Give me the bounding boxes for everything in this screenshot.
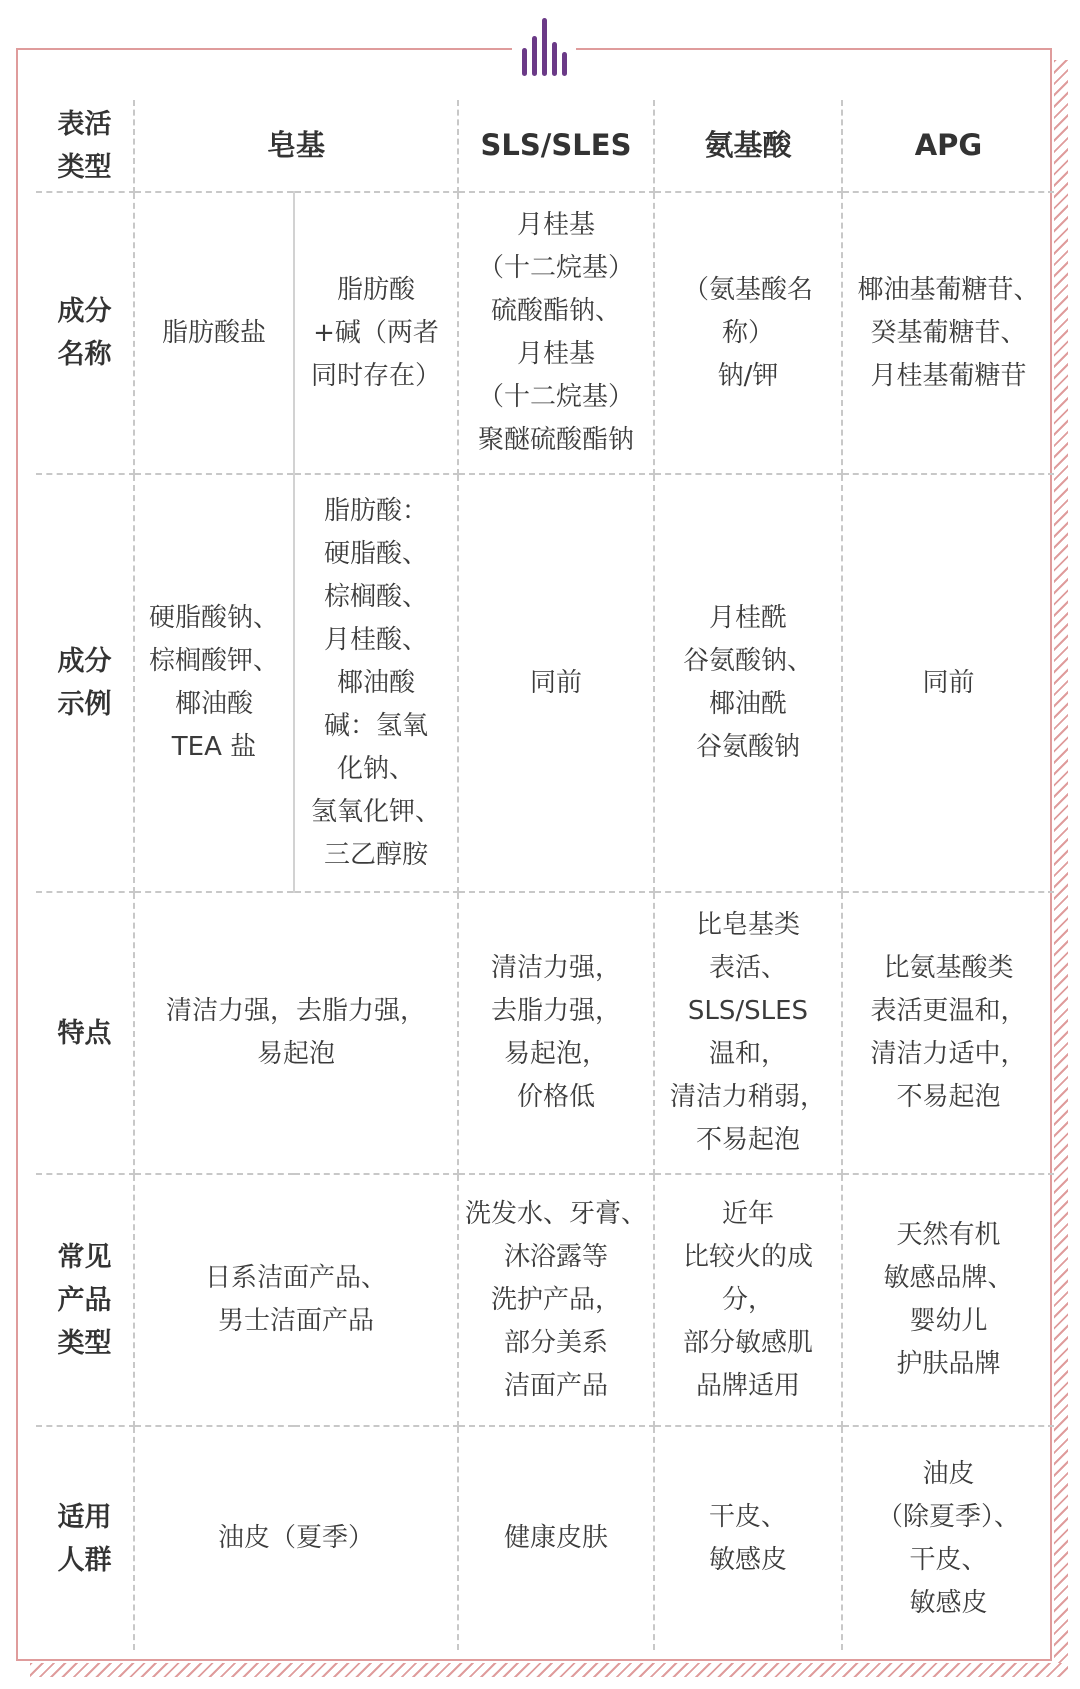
col-header-soap: 皂基 [134,100,458,192]
cell-apg: 比氨基酸类 表活更温和， 清洁力适中， 不易起泡 [842,892,1054,1174]
cell-sls: 同前 [458,474,654,892]
cell-soap-a: 硬脂酸钠、 棕榈酸钾、 椰油酸 TEA 盐 [134,474,294,892]
table-row [36,192,1054,474]
cell-amino: 近年 比较火的成分， 部分敏感肌 品牌适用 [654,1174,842,1426]
cell-apg: 天然有机 敏感品牌、 婴幼儿 护肤品牌 [842,1174,1054,1426]
cell-soap: 油皮（夏季） [134,1426,458,1650]
col-header-sls: SLS/SLES [458,100,654,192]
cell-soap: 清洁力强，去脂力强， 易起泡 [134,892,458,1174]
table-row [36,1174,1054,1426]
cell-amino: （氨基酸名称） 钠/钾 [654,192,842,474]
table-header-row [36,100,1054,192]
cell-soap-a: 脂肪酸盐 [134,192,294,474]
decorative-stripe-right [1054,60,1068,1677]
col-header-amino: 氨基酸 [654,100,842,192]
cell-amino: 比皂基类 表活、 SLS/SLES 温和， 清洁力稍弱， 不易起泡 [654,892,842,1174]
row-header-product-types: 常见 产品 类型 [36,1174,134,1426]
cell-apg: 油皮 （除夏季）、 干皮、 敏感皮 [842,1426,1054,1650]
row-header-type: 表活 类型 [36,100,134,192]
cell-amino: 月桂酰 谷氨酸钠、 椰油酰 谷氨酸钠 [654,474,842,892]
cell-amino: 干皮、 敏感皮 [654,1426,842,1650]
cell-sls: 洗发水、牙膏、 沐浴露等 洗护产品， 部分美系 洁面产品 [458,1174,654,1426]
cell-soap-b: 脂肪酸： 硬脂酸、 棕榈酸、 月桂酸、 椰油酸 碱：氢氧 化钠、 氢氧化钾、 三乙醇胺 [294,474,458,892]
row-header-ingredient-name: 成分 名称 [36,192,134,474]
cell-apg: 同前 [842,474,1054,892]
cell-sls: 清洁力强， 去脂力强， 易起泡， 价格低 [458,892,654,1174]
cell-soap: 日系洁面产品、 男士洁面产品 [134,1174,458,1426]
cell-apg: 椰油基葡糖苷、 癸基葡糖苷、 月桂基葡糖苷 [842,192,1054,474]
row-header-suitable-for: 适用 人群 [36,1426,134,1650]
row-header-features: 特点 [36,892,134,1174]
table-row [36,1426,1054,1650]
cell-soap-b: 脂肪酸 +碱（两者 同时存在） [294,192,458,474]
table-row [36,474,1054,892]
col-header-apg: APG [842,100,1054,192]
row-header-ingredient-example: 成分 示例 [36,474,134,892]
brand-logo-icon [512,12,576,82]
surfactant-comparison-table [36,100,1054,1650]
cell-sls: 健康皮肤 [458,1426,654,1650]
table-row [36,892,1054,1174]
decorative-stripe-bottom [30,1663,1068,1677]
cell-sls: 月桂基 （十二烷基） 硫酸酯钠、 月桂基 （十二烷基） 聚醚硫酸酯钠 [458,192,654,474]
